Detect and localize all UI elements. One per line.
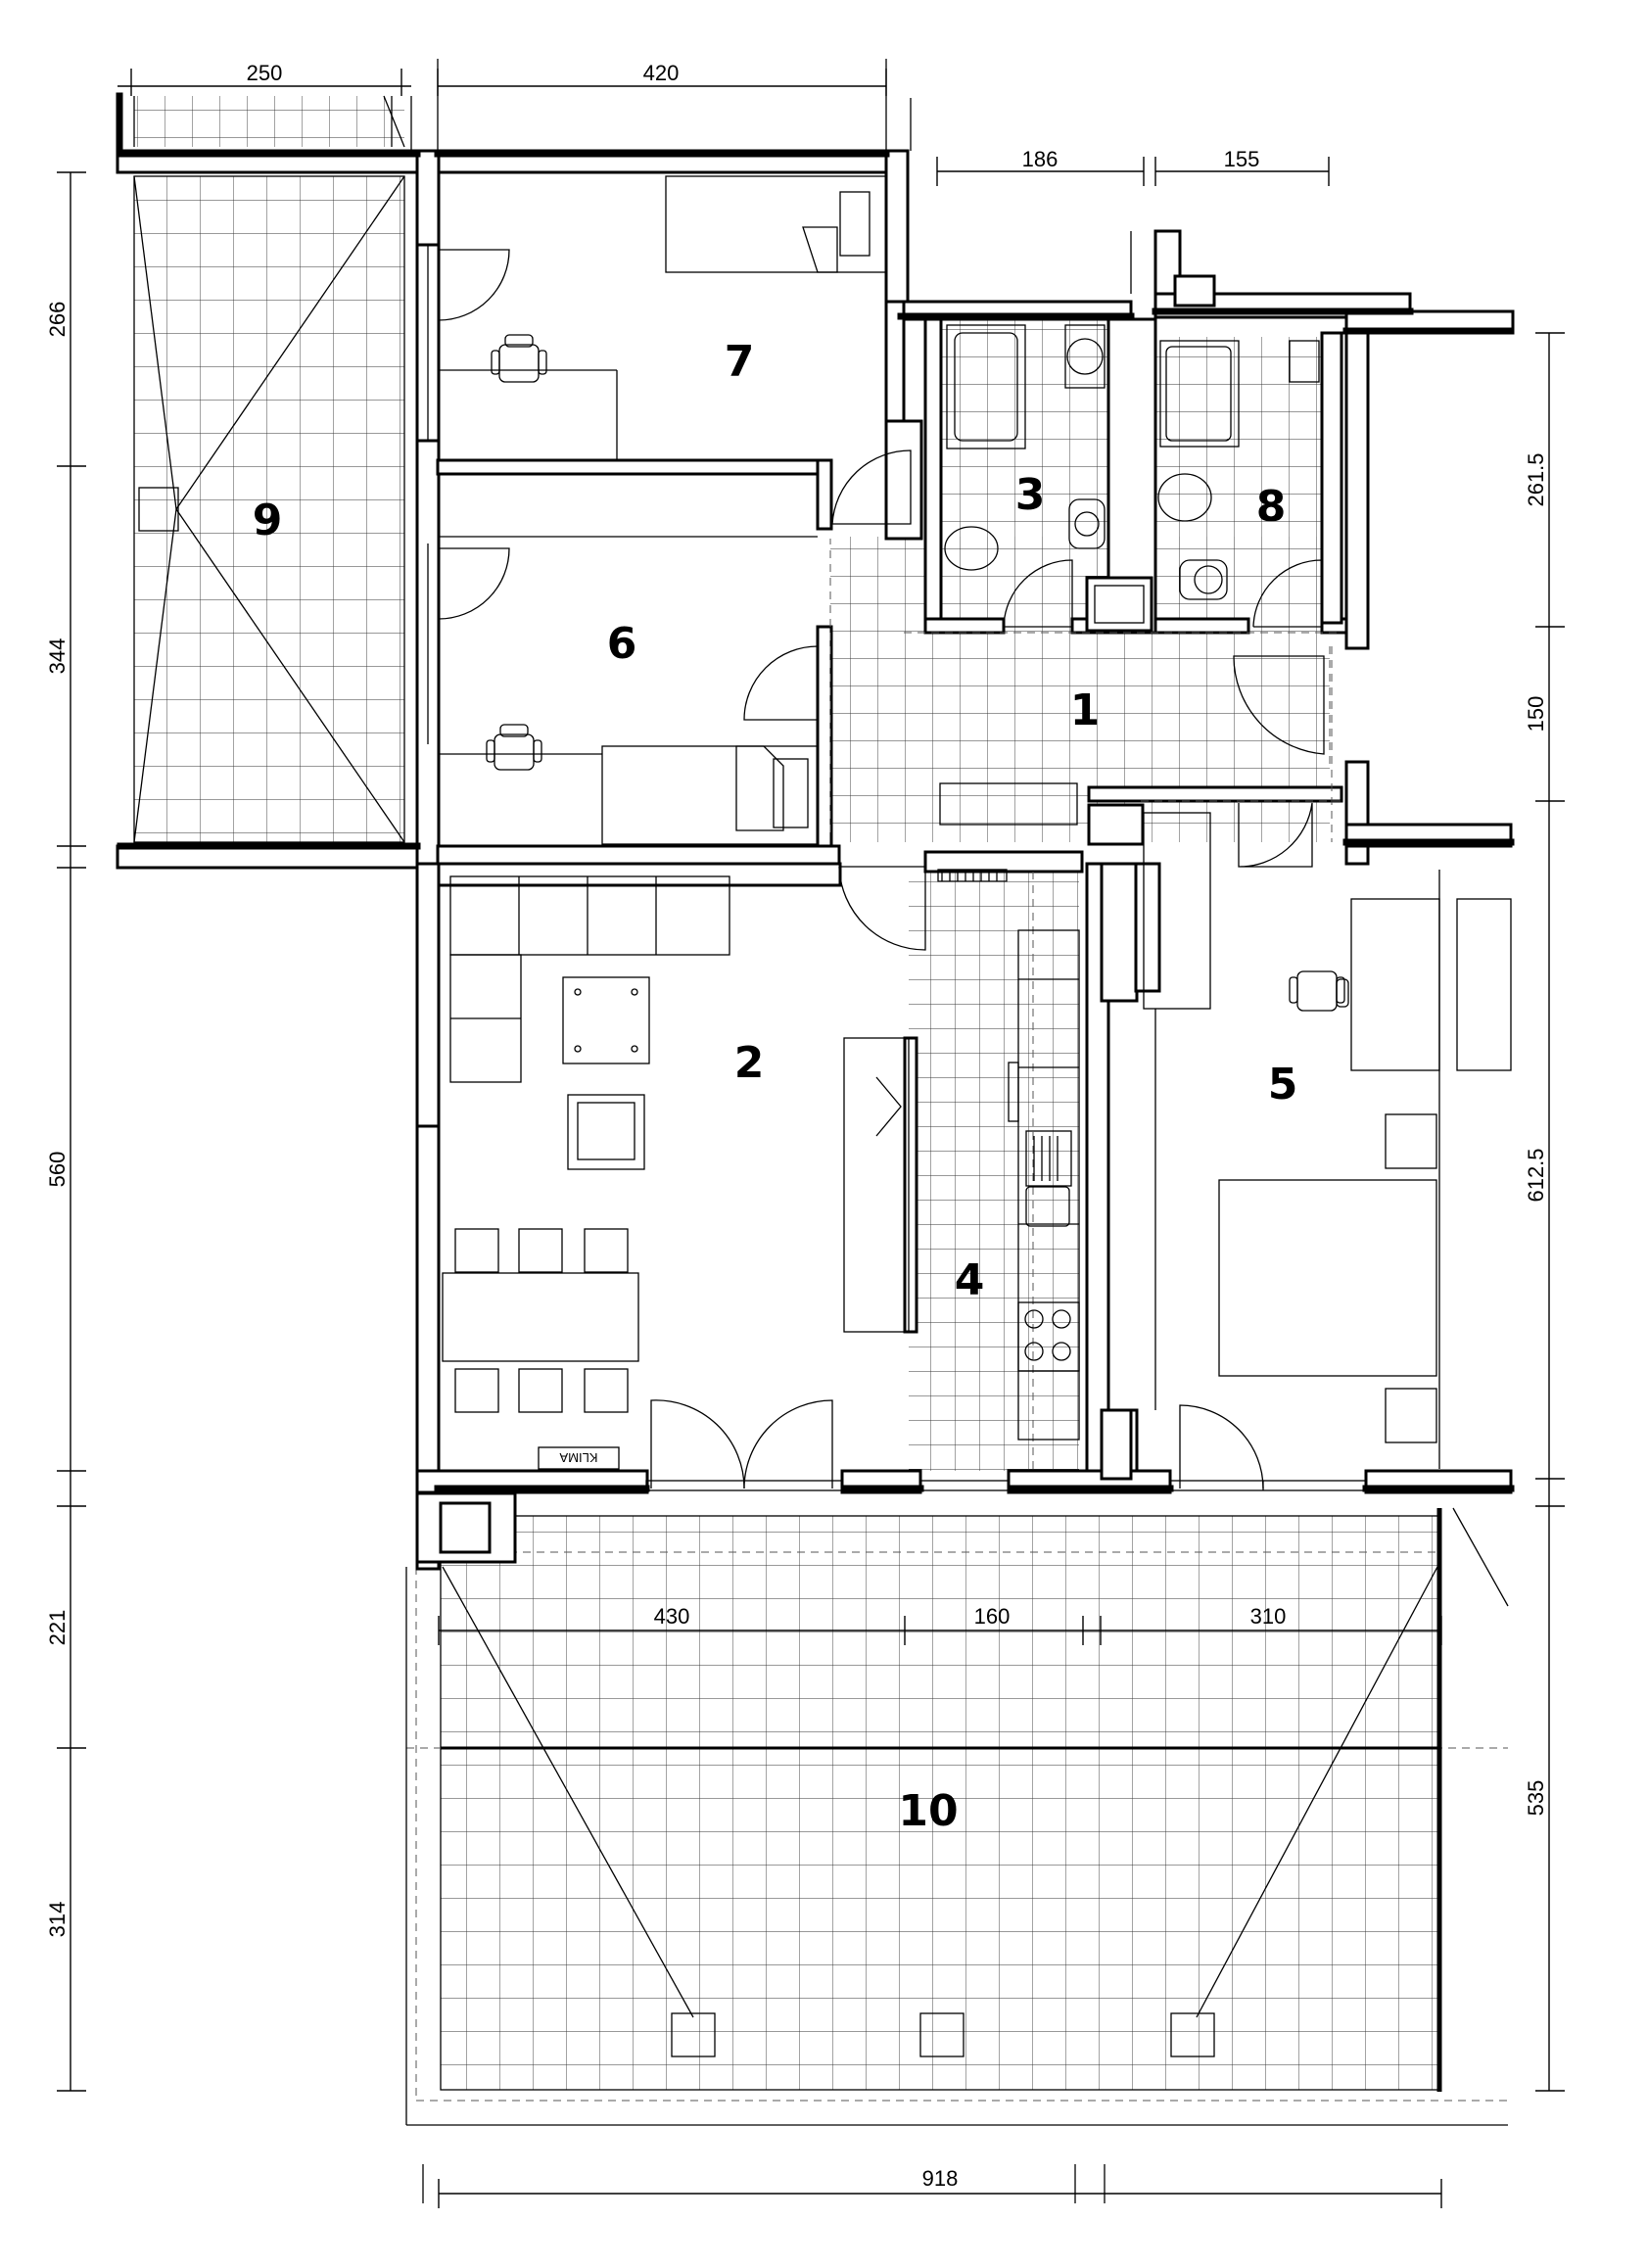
bathroom-8-floor [1155, 337, 1324, 621]
chair-icon [492, 335, 546, 382]
room-label-7: 7 [724, 337, 755, 387]
dim-bottom-918: 918 [921, 2166, 959, 2191]
chair-icon [487, 725, 541, 770]
dim-top-420: 420 [642, 61, 680, 85]
room-2-furniture [443, 876, 909, 1469]
dim-left-314: 314 [45, 1901, 70, 1938]
room-5-furniture [1144, 813, 1511, 1469]
room-label-10: 10 [898, 1786, 959, 1836]
dim-right-261-5: 261.5 [1524, 452, 1548, 507]
dim-left-266: 266 [45, 301, 70, 338]
dim-terrace-160: 160 [973, 1604, 1011, 1629]
dim-top-250: 250 [246, 61, 283, 85]
dim-terrace-310: 310 [1249, 1604, 1287, 1629]
dim-terrace-430: 430 [653, 1604, 690, 1629]
dim-right-150: 150 [1524, 695, 1548, 732]
dim-top-155: 155 [1223, 147, 1260, 171]
dining-table [443, 1229, 638, 1412]
room-label-9: 9 [252, 496, 283, 545]
room-label-3: 3 [1014, 470, 1046, 520]
room-label-1: 1 [1069, 685, 1101, 735]
tv-unit [844, 1038, 909, 1332]
top-balcony-strip [134, 96, 404, 147]
armchair-icon [568, 1095, 644, 1169]
dim-right-612-5: 612.5 [1524, 1148, 1548, 1203]
chair-icon [1290, 971, 1348, 1011]
room-7-furniture [439, 176, 886, 460]
dim-top-186: 186 [1021, 147, 1059, 171]
air-conditioner [539, 1447, 619, 1469]
room-label-4: 4 [954, 1255, 985, 1305]
room-label-8: 8 [1255, 482, 1287, 532]
klima-label: KLIMA [559, 1450, 598, 1465]
room-label-6: 6 [606, 619, 637, 669]
dim-left-560: 560 [45, 1151, 70, 1188]
tiled-floors [134, 96, 1439, 2090]
dim-right-535: 535 [1524, 1779, 1548, 1817]
kitchen-4-floor [909, 872, 1079, 1471]
room-6-furniture [439, 537, 818, 844]
dim-left-344: 344 [45, 638, 70, 675]
room-label-5: 5 [1267, 1060, 1298, 1110]
dim-left-221: 221 [45, 1609, 70, 1646]
room-label-2: 2 [733, 1038, 765, 1088]
